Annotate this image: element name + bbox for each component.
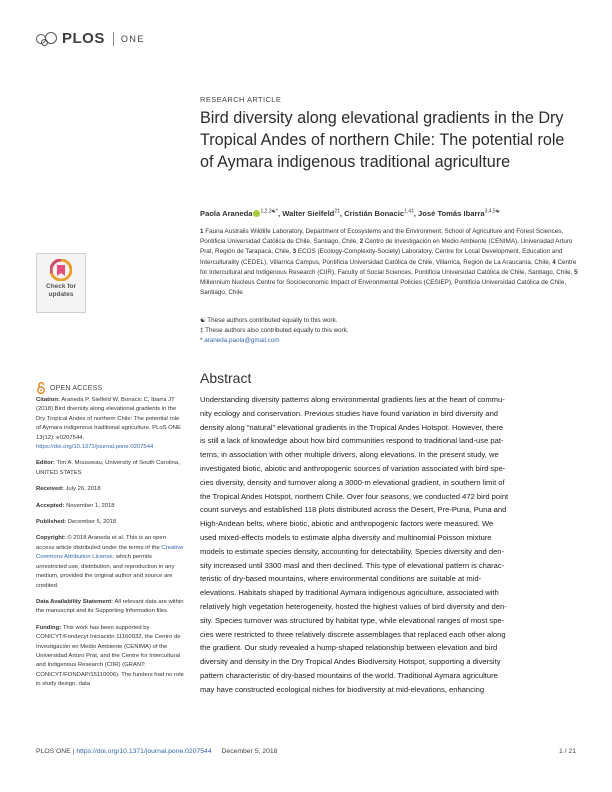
editor-label: Editor: — [36, 460, 55, 467]
brand-name: PLOS — [62, 30, 105, 47]
abstract-line: the gradient. Our study revealed a hump-shaped relationship between elevation and bird — [200, 643, 498, 653]
abstract-line: relatively high vegetation heterogeneity, hosted the highest values of bird diversity and den- — [200, 601, 507, 611]
author-name: Cristián Bonacic — [344, 208, 405, 218]
data-availability-label: Data Availability Statement: — [36, 598, 114, 605]
plos-logo-icon — [36, 31, 58, 47]
article-type: RESEARCH ARTICLE — [200, 95, 282, 104]
author-separator: , — [339, 208, 345, 218]
abstract-line: diversity and density in the Dry Tropical Andes Biodiversity Hotspot, supporting a diversity — [200, 657, 501, 667]
funding-text: This work has been supported by CONICYT/Fondecyt Iniciación 11160932, the Centro de Investigación en Medio Ambiente (CENIMA) of the Universidad Arturo Prat, and the Centre for Intercultural and Indigenous Research (CIIR) (GRANT: CONICYT/FONDAP/15110006). The funders had no role in study design, data — [36, 624, 184, 688]
plos-one-logo — [36, 30, 145, 47]
affiliation-text: Centre for Intercultural and Indigenous Research (CIIR), Faculty of Social Sciences, Pontificia Universidad Católica de Chile, Santiago, Chile, — [200, 258, 577, 276]
author-affiliation-marks: 3,4,5☯ — [484, 208, 501, 214]
footer-doi-link[interactable]: https://doi.org/10.1371/journal.pone.0207544 — [76, 748, 212, 755]
accepted-block — [36, 502, 184, 511]
received-date: July 26, 2018 — [63, 486, 101, 493]
author-notes — [200, 316, 580, 347]
author-name: Walter Sielfeld — [282, 208, 335, 218]
open-lock-icon — [36, 382, 46, 394]
abstract-line: models to estimate species density, accounting for detectability. Species diversity and den- — [200, 546, 505, 556]
journal-name: ONE — [120, 33, 145, 44]
corresponding-email-link[interactable]: araneda.paola@gmail.com — [204, 337, 280, 345]
abstract-line: is still a lack of knowledge about how bird communities respond to traditional land-use pat- — [200, 436, 504, 446]
affiliation-number: 1 — [200, 228, 204, 235]
received-label: Received: — [36, 486, 64, 493]
corresponding-star: * — [200, 337, 205, 345]
footer-journal: PLOS ONE — [36, 748, 71, 755]
affiliation-text: Fauna Australis Wildlife Laboratory, Department of Ecosystems and the Environment, School of Agriculture and Forest Sciences, Pontificia Universidad Católica de Chile, Santiago, Chile, — [200, 228, 564, 246]
abstract-line: cies were restricted to three relatively discrete assemblages that replaced each other along — [200, 629, 506, 639]
logo-divider — [113, 32, 114, 46]
author-separator: , — [278, 208, 283, 218]
affiliation-text: ECOS (Ecology-Complexity-Society) Laboratory, Centre for Local Development, Education and Interculturality (CEDEL), Villarrica Campus, Pontificia Universidad Católica de Chile, Villarrica, Región de La Araucanía, Chile, — [200, 248, 563, 266]
citation-block — [36, 396, 184, 452]
footer-date: December 5, 2018 — [221, 748, 278, 755]
abstract-line: nity ecology and conservation. Previous studies have found variation in bird diversity and — [200, 408, 499, 418]
abstract-line: investigated biotic, abiotic and anthropogenic sources of variation associated with bird spe- — [200, 463, 506, 473]
data-availability-block — [36, 598, 184, 617]
author — [344, 209, 418, 218]
author-separator: , — [413, 208, 419, 218]
abstract-body — [200, 393, 578, 697]
published-label: Published: — [36, 519, 67, 526]
also-equal-contribution-note: ‡ These authors also contributed equally to this work. — [200, 327, 349, 335]
affiliation-text: Millennium Nucleus Centre for Socioeconomic Impact of Environmental Policies (CESIEP), Pontificia Universidad Católica de Chile, Santiago, Chile — [200, 279, 567, 297]
copyright-text: © 2018 Araneda et al. This is an open access article distributed under the terms of the — [36, 535, 166, 551]
data-availability-text: All relevant data are within the manuscript and its Supporting Information files. — [36, 598, 184, 615]
published-date: December 5, 2018 — [66, 519, 117, 526]
editor-block — [36, 459, 184, 478]
accepted-date: November 1, 2018 — [64, 502, 115, 509]
page-footer — [36, 748, 576, 755]
check-for-updates-button[interactable] — [36, 253, 86, 313]
editor-text: Tim A. Mousseau, University of South Carolina, UNITED STATES — [36, 460, 180, 476]
author — [200, 209, 282, 218]
check-for-updates-icon — [50, 259, 72, 281]
abstract-heading: Abstract — [200, 370, 252, 386]
author-name: José Tomás Ibarra — [418, 208, 485, 218]
citation-label: Citation: — [36, 397, 60, 403]
received-block — [36, 485, 184, 494]
abstract-line: count surveys and established 118 plots distributed across the Desert, Pre-Puna, Puna and — [200, 505, 507, 515]
citation-doi-link[interactable]: https://doi.org/10.1371/journal.pone.0207544 — [36, 444, 154, 451]
check-for-updates-label: Check for updates — [46, 283, 76, 298]
cc-license-link[interactable]: Creative Commons Attribution License — [36, 544, 184, 561]
abstract-line: density along “natural” elevational gradients in the Tropical Andes Hotspot. However, there — [200, 422, 504, 432]
affiliation-number: 5 — [574, 268, 578, 276]
copyright-label: Copyright: — [36, 535, 66, 542]
abstract-line: Understanding diversity patterns along environmental gradients lies at the heart of commu- — [200, 395, 505, 404]
author-affiliation-marks: 2‡ — [334, 208, 340, 214]
article-title: Bird diversity along elevational gradients in the Dry Tropical Andes of northern Chile: The potential role of Aymara indigenous traditional agriculture — [200, 109, 565, 171]
affiliations — [200, 227, 580, 298]
author-list — [200, 208, 580, 218]
citation-text: Araneda P, Sielfeld W, Bonacic C, Ibarra JT (2018) Bird diversity along elevational gradients in the Dry Tropical Andes of northern Chile: The potential role of Aymara indigenous traditional agriculture. PLoS ONE 13(12): e0207544. — [36, 397, 181, 441]
abstract-line: High-Andean belts, where biotic, abiotic and anthropogenic factors were measured. We — [200, 519, 494, 529]
corresponding-email-line — [200, 336, 580, 346]
abstract-line: teristic of dry-based mountains, where environmental conditions are suitable at mid- — [200, 574, 482, 584]
funding-label: Funding: — [36, 624, 62, 631]
affiliation-text: Centro de Investigación en Medio Ambiente (CENIMA), Universidad Arturo Prat, Región de Tarapacá, Chile, — [200, 238, 573, 256]
affiliation-number: 3 — [292, 248, 297, 256]
abstract-line: elevations. Habitats shaped by traditional Aymara indigenous agriculture, associated with — [200, 588, 499, 598]
abstract-line: pattern characteristic of dry-based mountains of the world. Traditional Aymara agriculture — [200, 670, 498, 680]
author-affiliation-marks: 1,2,3☯* — [260, 208, 279, 214]
funding-block — [36, 624, 184, 690]
published-block — [36, 518, 184, 527]
accepted-label: Accepted: — [36, 502, 65, 509]
article-info-sidebar — [36, 396, 184, 697]
abstract-line: used mixed-effects models to estimate alpha diversity and multinomial Poisson mixture — [200, 532, 492, 542]
abstract-line: terns, in association with other multiple drivers, along elevations. In the present study, we — [200, 450, 499, 460]
copyright-block — [36, 534, 184, 590]
author — [282, 209, 344, 218]
abstract-line: sity. Species turnover was structured by habitat type, while elevational ranges of most spe- — [200, 615, 505, 625]
author — [418, 209, 500, 218]
equal-contribution-note: ☯ These authors contributed equally to this work. — [200, 317, 338, 324]
abstract-line: the Tropical Andes Hotspot, northern Chile. Over four seasons, we conducted 472 bird point — [200, 491, 509, 501]
footer-separator: | — [70, 748, 77, 755]
abstract-line: sity increased until 3300 masl and then declined. This type of elevational pattern is charac- — [200, 560, 505, 570]
affiliation-number: 2 — [359, 238, 364, 246]
page-number: 1 / 21 — [558, 748, 576, 755]
abstract-line: may have constructed ecological niches for biodiversity at mid-elevations, enhancing — [200, 684, 485, 694]
abstract-line: cies diversity, density and turnover along a 3000-m elevational gradient, in southern limit of — [200, 477, 505, 487]
open-access-label: OPEN ACCESS — [50, 384, 103, 392]
author-name: Paola Araneda — [200, 208, 253, 218]
author-affiliation-marks: 1,4‡ — [404, 208, 414, 214]
copyright-text-end: , which permits unrestricted use, distribution, and reproduction in any medium, provided the original author and source are credited. — [36, 554, 175, 589]
open-access-badge — [36, 382, 102, 394]
affiliation-number: 4 — [552, 258, 556, 266]
